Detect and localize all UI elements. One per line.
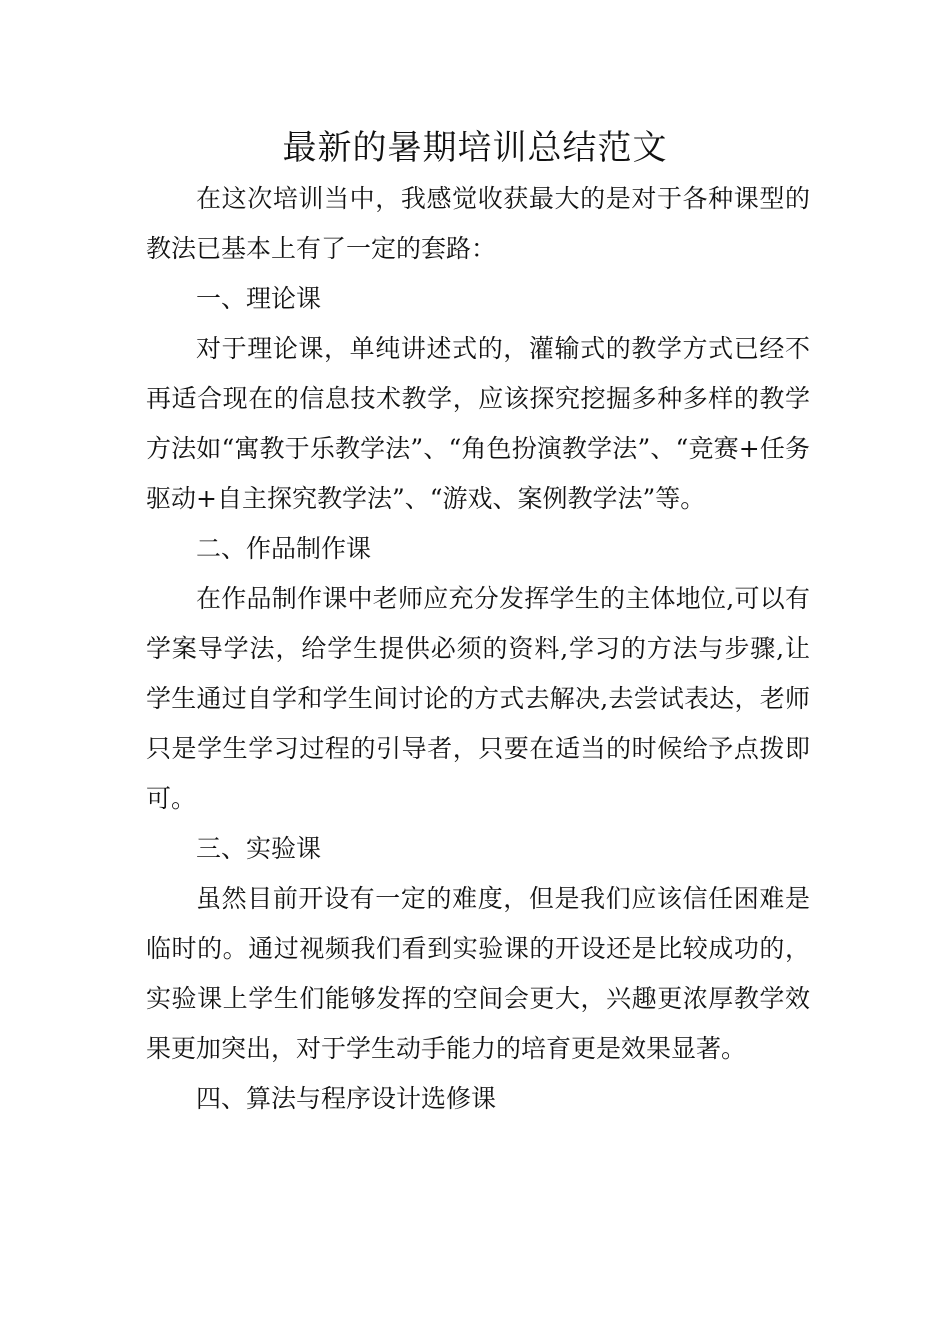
paragraph-theory: 对于理论课，单纯讲述式的，灌输式的教学方式已经不再适合现在的信息技术教学，应该探究挖掘多种多样的教学方法如“寓教于乐教学法”、“角色扮演教学法”、“竞赛+任务驱动+自主探究教学法”、“游戏、案例教学法”等。 [146, 334, 810, 513]
section-heading-experiment: 三、实验课 [196, 834, 322, 863]
document-body [146, 174, 810, 1124]
paragraph-intro: 在这次培训当中，我感觉收获最大的是对于各种课型的教法已基本上有了一定的套路： [146, 184, 810, 263]
paragraph-production: 在作品制作课中老师应充分发挥学生的主体地位,可以有学案导学法，给学生提供必须的资料,学习的方法与步骤,让学生通过自学和学生间讨论的方式去解决,去尝试表达，老师只是学生学习过程的引导者，只要在适当的时候给予点拨即可。 [146, 584, 810, 813]
page-title: 最新的暑期培训总结范文 [282, 128, 668, 168]
section-heading-algorithm: 四、算法与程序设计选修课 [196, 1084, 497, 1113]
paragraph-experiment: 虽然目前开设有一定的难度，但是我们应该信任困难是临时的。通过视频我们看到实验课的开设还是比较成功的，实验课上学生们能够发挥的空间会更大，兴趣更浓厚教学效果更加突出，对于学生动手能力的培育更是效果显著。 [146, 884, 810, 1063]
section-heading-production: 二、作品制作课 [196, 534, 372, 563]
section-heading-theory: 一、理论课 [196, 284, 322, 313]
